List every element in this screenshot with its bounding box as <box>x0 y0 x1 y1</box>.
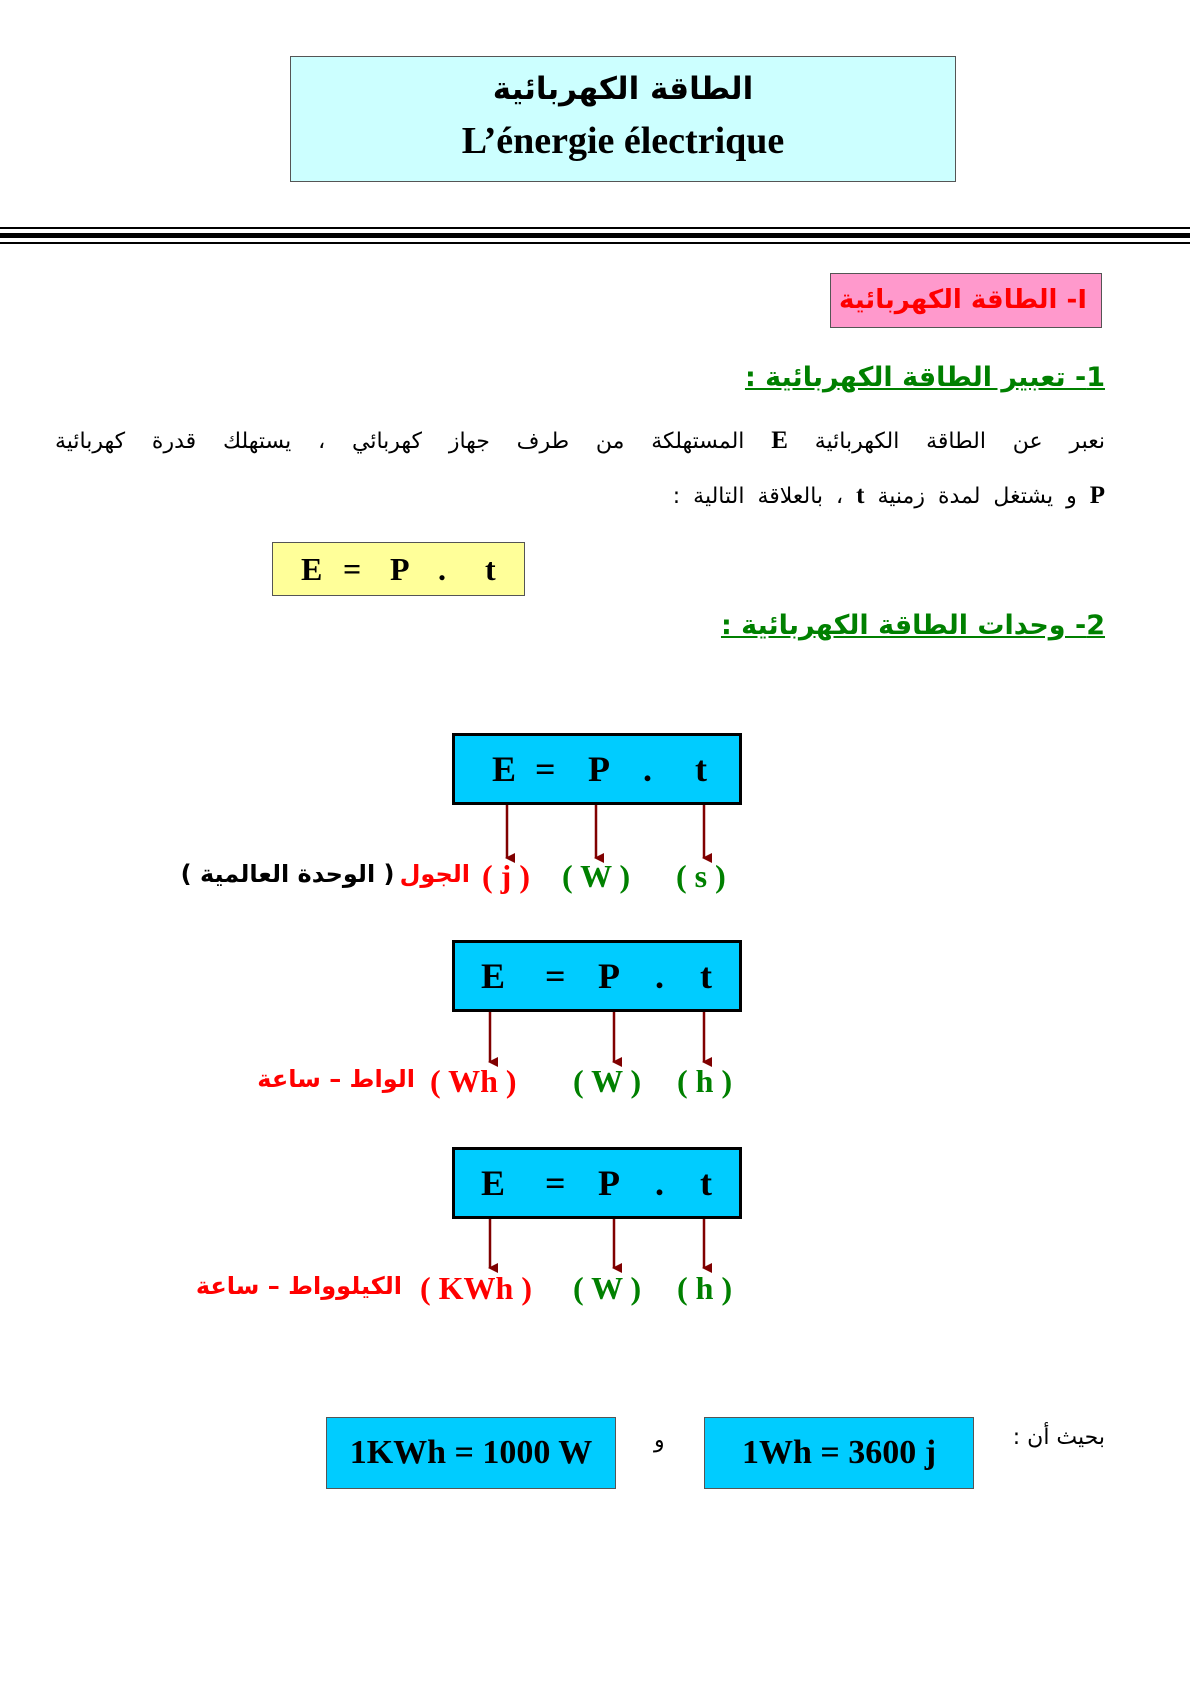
row3-name-red: الكيلوواط – ساعة <box>195 1272 402 1300</box>
formula2-dot: . <box>655 956 664 996</box>
row2-energy-unit: ( Wh ) <box>430 1063 517 1099</box>
formula2-E: E <box>481 956 506 996</box>
conversions-lead: بحيث أن : <box>1012 1425 1105 1450</box>
formula-E: E <box>301 551 323 587</box>
formula1-t: t <box>695 749 707 789</box>
line1-symbol-E: E <box>771 427 788 454</box>
part1-heading: 1- تعبير الطاقة الكهربائية : <box>744 362 1105 393</box>
formula3-E: E <box>481 1163 506 1203</box>
conversion-box-kwh: 1KWh = 1000 W <box>326 1417 616 1489</box>
line2-symbol-t: t <box>856 482 865 509</box>
row1-note: ( الوحدة العالمية ) <box>180 860 395 888</box>
formula-box-1 <box>452 733 742 805</box>
formula1-P: P <box>588 749 610 789</box>
formula-box-2 <box>452 940 742 1012</box>
row1-time-unit: ( s ) <box>676 858 726 894</box>
row3-unit-name <box>196 1272 402 1300</box>
formula2-t: t <box>700 956 712 996</box>
formula2-equals: = <box>545 956 566 996</box>
conversion-box-wh: 1Wh = 3600 j <box>704 1417 974 1489</box>
formula-t: t <box>485 551 496 587</box>
row2-time-unit: ( h ) <box>677 1063 733 1099</box>
formula2-P: P <box>598 956 620 996</box>
row1-energy-unit: ( j ) <box>482 858 530 894</box>
row2-power-unit: ( W ) <box>573 1063 642 1099</box>
formula-dot: . <box>438 551 446 587</box>
row2-name-red: الواط – ساعة <box>257 1065 415 1093</box>
formula-equals: = <box>343 551 362 587</box>
title-arabic: الطاقة الكهربائية <box>492 71 754 107</box>
part2-heading: 2- وحدات الطاقة الكهربائية : <box>720 610 1105 641</box>
row3-energy-unit: ( KWh ) <box>420 1270 532 1306</box>
row1-name-red: الجول <box>399 860 470 888</box>
row1-power-unit: ( W ) <box>562 858 631 894</box>
title-french: L’énergie électrique <box>461 120 785 162</box>
formula3-dot: . <box>655 1163 664 1203</box>
line2-text-a: و يشتغل لمدة زمنية <box>877 484 1077 509</box>
formula3-P: P <box>598 1163 620 1203</box>
line1-text-a: نعبر عن الطاقة الكهربائية <box>814 429 1105 454</box>
formula3-equals: = <box>545 1163 566 1203</box>
line1-text-b: المستهلكة من طرف جهاز كهربائي ، يستهلك قدرة كهربائية <box>55 429 745 454</box>
row1-unit-name <box>181 860 470 888</box>
line2-text-b: ، بالعلاقة التالية : <box>672 484 844 509</box>
formula1-equals: = <box>535 749 556 789</box>
section-heading: I- الطاقة الكهربائية <box>830 273 1102 328</box>
conversions-connector: و <box>654 1428 665 1453</box>
formula1-E: E <box>492 749 517 789</box>
row2-unit-name <box>257 1065 415 1093</box>
row3-time-unit: ( h ) <box>677 1270 733 1306</box>
formula-box-3 <box>452 1147 742 1219</box>
formula3-t: t <box>700 1163 712 1203</box>
row3-power-unit: ( W ) <box>573 1270 642 1306</box>
formula-P: P <box>390 551 410 587</box>
formula1-dot: . <box>643 749 652 789</box>
line2-symbol-P: P <box>1089 482 1105 509</box>
